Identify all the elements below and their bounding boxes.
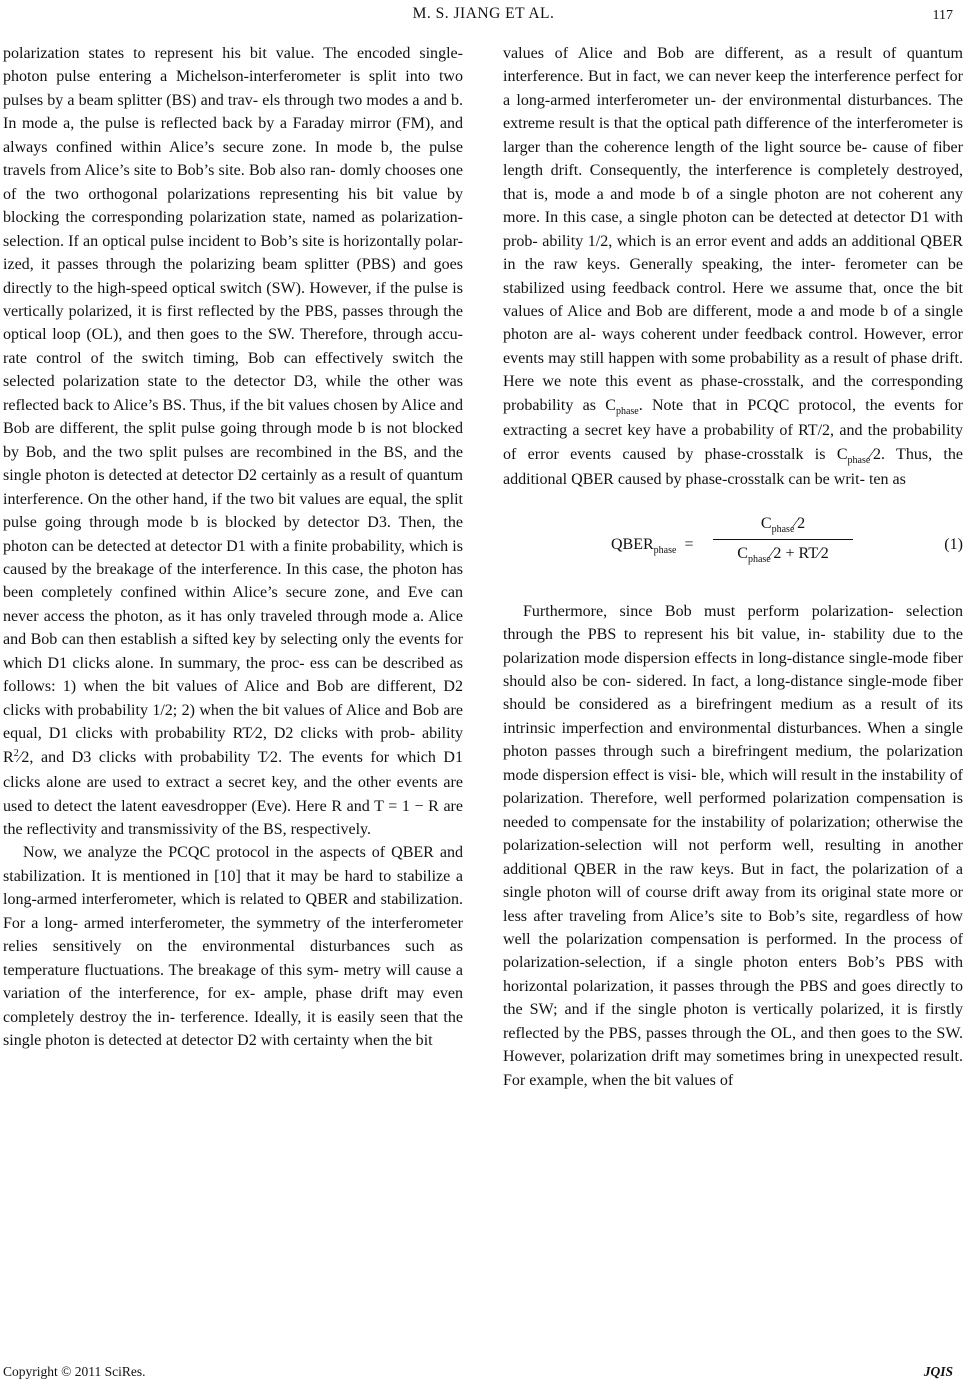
math-c-phase-over-2: [836, 445, 881, 466]
math-symbol: QBER: [611, 535, 654, 553]
page-number: 117: [932, 8, 953, 23]
fraction-numerator: [713, 512, 853, 540]
paragraph-text: . Thus, the additional QBER caused by phase-crosstalk can be writ- ten as: [503, 445, 963, 489]
math-subscript: phase: [771, 523, 795, 535]
math-t-equals: T = 1 − R: [374, 797, 439, 815]
paragraph-text: , and D3 clicks with probability: [29, 748, 251, 766]
math-subscript: phase: [615, 405, 639, 417]
fraction-denominator: [713, 540, 853, 567]
paragraph: [503, 42, 963, 492]
math-symbol: C: [605, 396, 616, 414]
equation-lhs: [611, 533, 693, 558]
math-symbol: C: [836, 445, 848, 463]
left-column: [3, 42, 463, 1052]
math-symbol: C: [737, 545, 748, 563]
math-rt-over-2: RT⁄2: [232, 725, 263, 743]
page-header: [0, 0, 967, 34]
equals-sign: =: [684, 535, 694, 553]
paragraph: Furthermore, since Bob must perform polarization- selection through the PBS to represent his bit value, in- stability due to the polarization mode dispersion effects in long-distance single-mode fiber should also be con- sidered. In fact, a long-distance single-mode fiber should be considered as a birefringent medium as a result of its intrinsic imperfection and environmental disturbances. When a single photon passes through such a birefringent medium, the polarization mode dispersion effect is visi- ble, which will result in the instability of polarization. Therefore, well performed polarization compensation is needed to compensate for the instability of polarization; otherwise the polarization-selection will not perform well, resulting in another additional QBER in the raw keys. But in fact, the polarization of a single photon will of course drift away from its original state more or less after traveling from Alice’s site to Bob’s site, regardless of how well the polarization compensation is performed. In the process of polarization-selection, if a single photon enters Bob’s PBS with horizontal polarization, it passes through the PBS and goes directly to the SW; and if the single photon is vertically polarized, it is firstly reflected by the PBS, passes through the OL, and then goes to the SW. However, polarization drift may sometimes bring in unexpected result. For example, when the bit values of: [503, 602, 963, 1089]
math-symbol: ⁄2: [794, 514, 806, 532]
math-r: R: [331, 797, 343, 815]
journal-abbrev: JQIS: [923, 1364, 953, 1379]
math-superscript: 2: [13, 747, 19, 759]
math-symbol: C: [760, 514, 772, 532]
math-symbol: ⁄2 + RT⁄2: [770, 545, 829, 563]
equation-number: (1): [944, 535, 963, 553]
math-subscript: phase: [653, 544, 677, 556]
paragraph-text: values of Alice and Bob are different, as a result of quantum interference. But in fact, we can never keep the interference perfect for a long-armed interferometer un- der environmental disturbances. The extreme result is that the optical path difference of the interferometer is larger than the coherence length of the light source be- cause of fiber length drift. Consequently, the interference is completely destroyed, that is, mode a and mode b of a single photon are not coherent any more. In this case, a single photon can be detected at detector D1 with prob- ability 1/2, which is an error event and adds an additional QBER in the raw keys. Generally speaking, the inter- ferometer can be stabilized using feedback control. Here we assume that, once the bit values of Alice and Bob are different, mode a and mode b of a single photon are al- ways coherent under feedback control. However, error events may still happen with some probability as a result of phase drift. Here we note this event as phase-crosstalk, and the corresponding probability as: [503, 45, 963, 414]
math-subscript: phase: [847, 454, 871, 466]
math-symbol: ⁄2: [870, 445, 881, 463]
copyright-notice: Copyright © 2011 SciRes.: [3, 1364, 146, 1379]
running-head-author: M. S. JIANG ET AL.: [412, 5, 555, 22]
paragraph-text: are the reflectivity and transmissivity of the BS, respectively.: [3, 797, 464, 838]
paragraph-text: and: [346, 797, 370, 815]
math-symbol: R: [3, 748, 14, 766]
right-column: [503, 42, 963, 1092]
paragraph-text: . Note that in PCQC protocol, the events for extracting a secret key have a probability of RT/2, and the probability of error events caused by phase-crosstalk is: [503, 396, 963, 463]
paragraph-text: . The events for which D1 clicks alone are used to extract a secret key, and the other events are used to detect the latent eavesdropper (Eve). Here: [3, 748, 464, 815]
paragraph-text: , D2 clicks with prob- ability: [262, 725, 464, 743]
math-t-over-2: T⁄2: [257, 748, 279, 766]
equation-fraction: [713, 512, 853, 568]
math-c-phase: [605, 396, 639, 417]
equation-1: [503, 504, 963, 586]
paragraph: [3, 42, 463, 841]
paragraph-text: polarization states to represent his bit value. The encoded single-photon pulse entering a Michelson-interferometer is split into two pulses by a beam splitter (BS) and trav- els through two modes a and b. In mode a, the pulse is reflected back by a Faraday mirror (FM), and always confined within Alice’s secure zone. In mode b, the pulse travels from Alice’s site to Bob’s site. Bob also ran- domly chooses one of the two orthogonal polarizations representing his bit value by blocking the corresponding polarization state, named as polarization-selection. If an optical pulse incident to Bob’s site is horizontally polar- ized, it passes through the polarizing beam splitter (PBS) and goes directly to the high-speed optical switch (SW). However, if the pulse is vertically polarized, it is first reflected by the PBS, passes through the optical loop (OL), and then goes to the SW. Therefore, through accu- rate control of the switch timing, Bob can effectively switch the selected polarization state to the detector D3, while the other was reflected back to Alice’s BS. Thus, if the bit values chosen by Alice and Bob are different, the split pulse going through mode b is not blocked by Bob, and the two split pulses are recombined in the BS, and the single photon is detected at detector D2 certainly as a result of quantum interference. On the other hand, if the two bit values are equal, the split pulse going through mode b is blocked by detector D3. Then, the photon can be detected at detector D1 with a finite probability, which is caused by the breakage of the interference. In this case, the photon has been completely confined within Alice’s secure zone, and Eve can never access the photon, as it has only traveled through mode a. Alice and Bob can then establish a sifted key by selecting only the events for which D1 clicks alone. In summary, the proc- ess can be described as follows: 1) when the bit values of Alice and Bob are different, D2 clicks with probability 1/2; 2) when the bit values of Alice and Bob are equal, D1 clicks with probability: [3, 45, 463, 743]
math-r-squared-over-2: [3, 749, 29, 766]
paragraph: Now, we analyze the PCQC protocol in the aspects of QBER and stabilization. It is mentioned in [10] that it may be hard to stabilize a long-armed interferometer, which is related to QBER and stabilization. For a long- armed interferometer, the symmetry of the interferometer relies sensitively on the environmental disturbances such as temperature fluctuations. The breakage of this sym- metry will cause a variation of the interference, for ex- ample, phase drift may even completely destroy the in- terference. Ideally, it is easily seen that the single photon is detected at detector D2 with certainty when the bit: [3, 844, 463, 1050]
math-subscript: phase: [747, 554, 771, 566]
math-symbol: ⁄2: [18, 748, 30, 766]
